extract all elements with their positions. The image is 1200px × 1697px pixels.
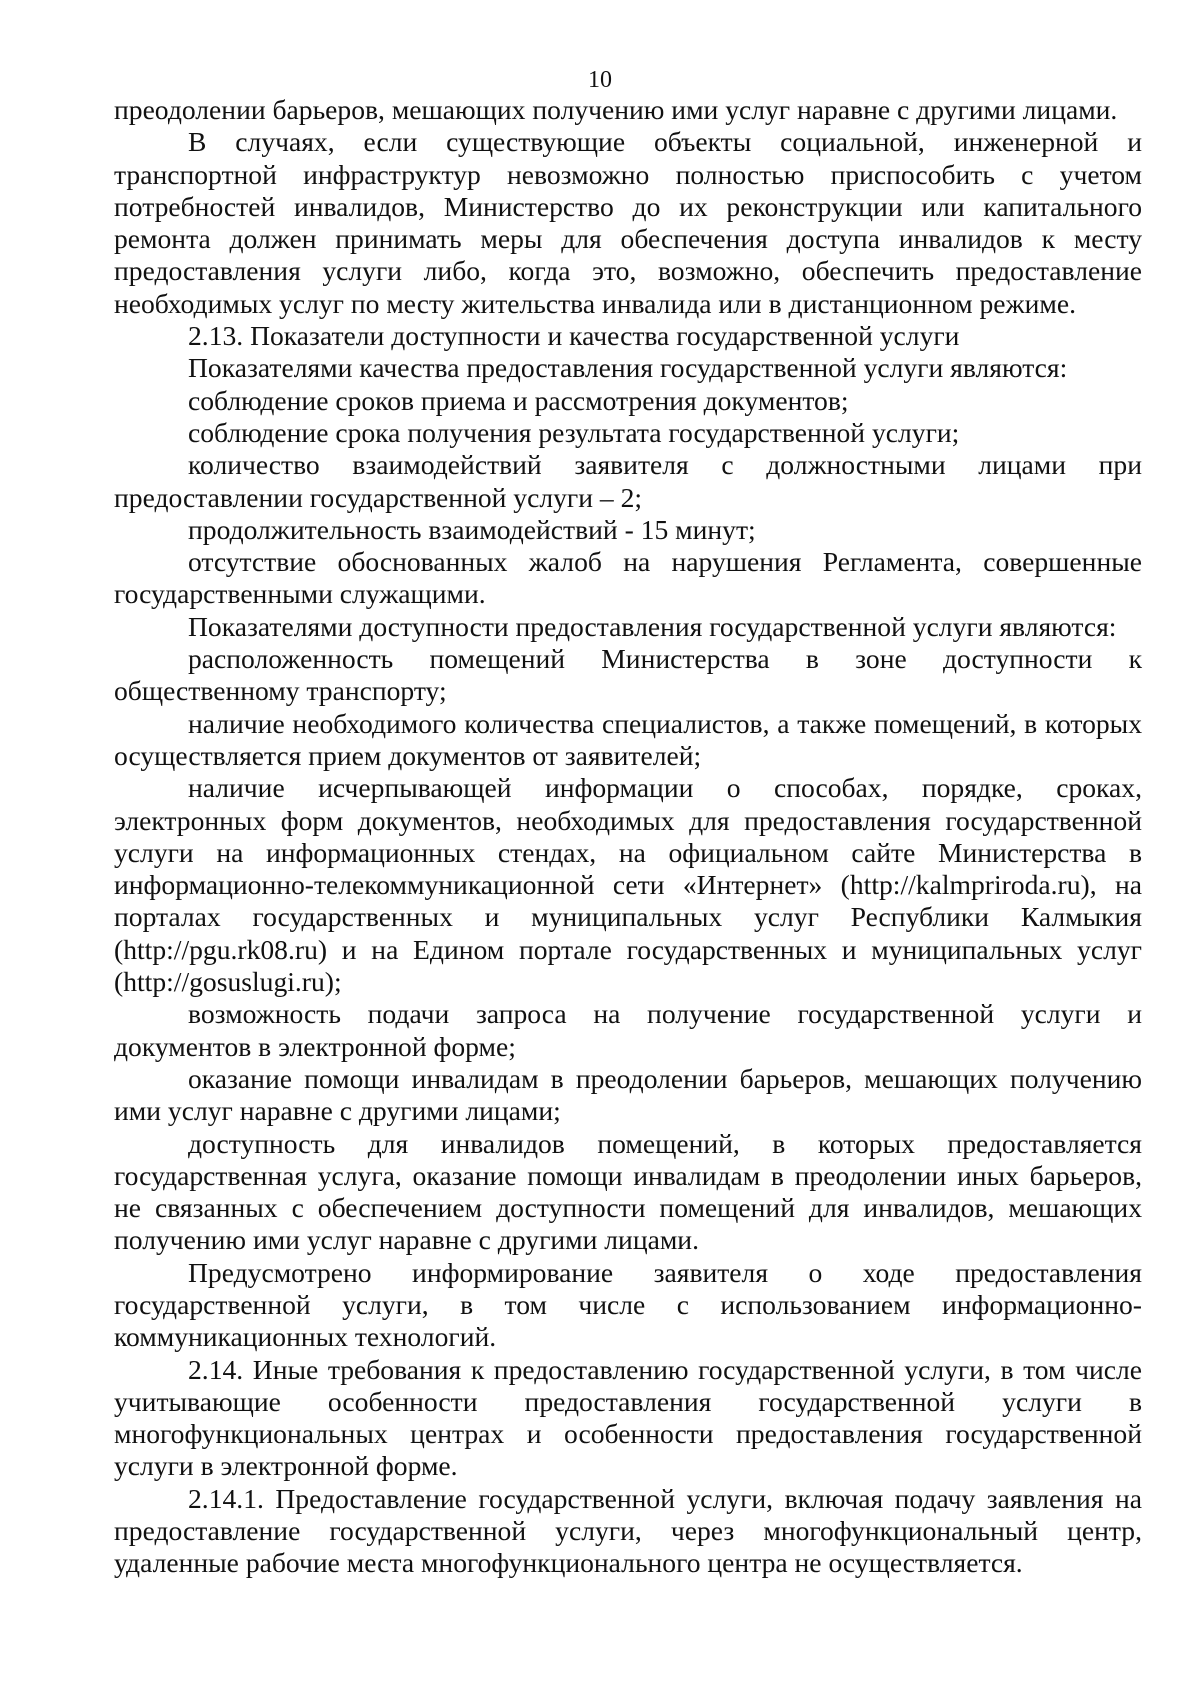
document-body (114, 94, 1142, 1580)
paragraph: 2.14.1. Предоставление государственной услуги, включая подачу заявления на предоставление государственной услуги, через многофункциональный центр, удаленные рабочие места многофункционального центра не осуществляется. (114, 1482, 1142, 1579)
paragraph: соблюдение срока получения результата государственной услуги; (188, 416, 960, 448)
paragraph: возможность подачи запроса на получение государственной услуги и документов в электронной форме; (114, 998, 1142, 1062)
paragraph: доступность для инвалидов помещений, в которых предоставляется государственная услуга, оказание помощи инвалидам в преодолении иных барьеров, не связанных с обеспечением доступности помещений для инвалидов, мешающих получению ими услуг наравне с другими лицами. (114, 1127, 1142, 1256)
paragraph: продолжительность взаимодействий - 15 минут; (188, 513, 756, 545)
paragraph: Показателями качества предоставления государственной услуги являются: (188, 352, 1068, 384)
paragraph: Предусмотрено информирование заявителя о ходе предоставления государственной услуги, в том числе с использованием информационно-коммуникационных технологий. (114, 1256, 1142, 1353)
paragraph: отсутствие обоснованных жалоб на нарушения Регламента, совершенные государственными служащими. (114, 546, 1142, 610)
page-number: 10 (588, 67, 612, 93)
paragraph: расположенность помещений Министерства в зоне доступности к общественному транспорту; (114, 643, 1142, 707)
paragraph: 2.14. Иные требования к предоставлению государственной услуги, в том числе учитывающие особенности предоставления государственной услуги в многофункциональных центрах и особенности предоставления государственной услуги в электронной форме. (114, 1353, 1142, 1482)
paragraph: 2.13. Показатели доступности и качества государственной услуги (188, 320, 960, 352)
paragraph: соблюдение сроков приема и рассмотрения документов; (188, 384, 849, 416)
paragraph: наличие исчерпывающей информации о способах, порядке, сроках, электронных форм документов, необходимых для предоставления государственной услуги на информационных стендах, на официальном сайте Министерства в информационно-телекоммуникационной сети «Интернет» (http://kalmpriroda.ru), на порталах государственных и муниципальных услуг Республики Калмыкия (http://pgu.rk08.ru) и на Едином портале государственных и муниципальных услуг (http://gosuslugi.ru); (114, 772, 1142, 998)
paragraph: наличие необходимого количества специалистов, а также помещений, в которых осуществляется прием документов от заявителей; (114, 707, 1142, 771)
paragraph: В случаях, если существующие объекты социальной, инженерной и транспортной инфраструктур невозможно полностью приспособить с учетом потребностей инвалидов, Министерство до их реконструкции или капитального ремонта должен принимать меры для обеспечения доступа инвалидов к месту предоставления услуги либо, когда это, возможно, обеспечить предоставление необходимых услуг по месту жительства инвалида или в дистанционном режиме. (114, 126, 1142, 319)
paragraph: Показателями доступности предоставления государственной услуги являются: (188, 610, 1117, 642)
paragraph: преодолении барьеров, мешающих получению ими услуг наравне с другими лицами. (114, 94, 1118, 125)
paragraph: количество взаимодействий заявителя с должностными лицами при предоставлении государственной услуги – 2; (114, 449, 1142, 513)
paragraph: оказание помощи инвалидам в преодолении барьеров, мешающих получению ими услуг наравне с другими лицами; (114, 1062, 1142, 1127)
